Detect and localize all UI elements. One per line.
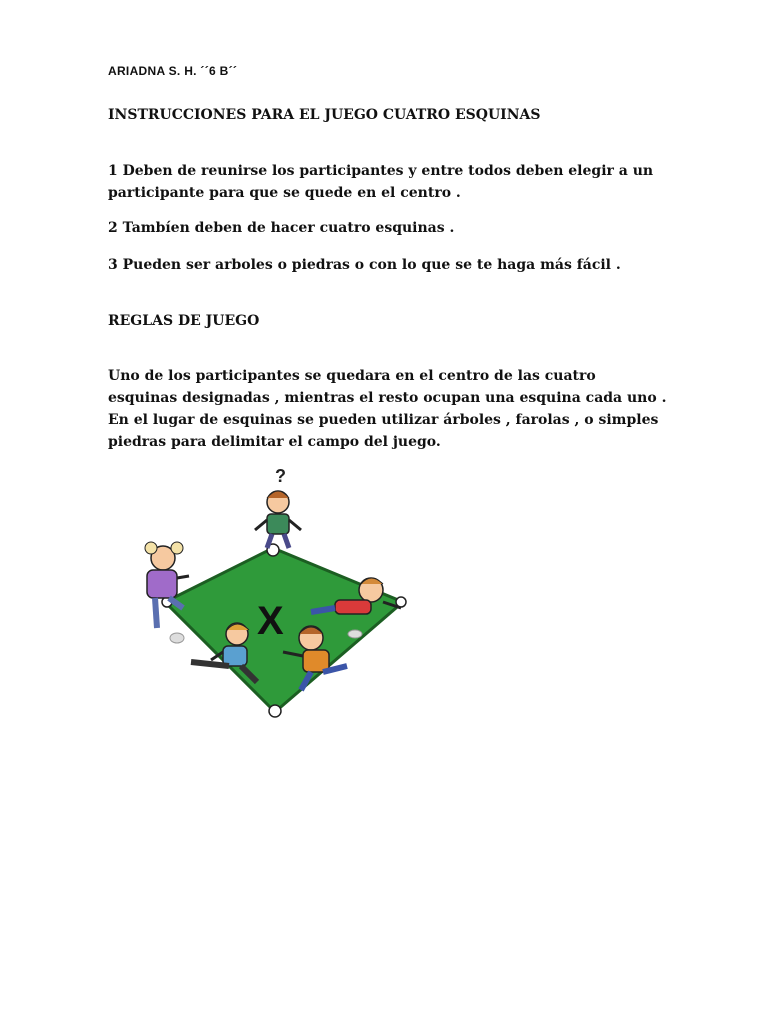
playing-field [165, 548, 403, 712]
rules-paragraph: Uno de los participantes se quedara en el centro de las cuatro esquinas designadas , mientras el resto ocupan una esquina cada uno . En el lugar de esquinas se pueden utilizar árboles , farolas , o simples piedras para delimitar el campo del juego. [108, 368, 667, 450]
instruction-1: 1 Deben de reunirse los participantes y entre todos deben elegir a un participante para que se quede en el centro . [108, 163, 654, 201]
document-title: INSTRUCCIONES PARA EL JUEGO CUATRO ESQUINAS [108, 107, 541, 123]
rules-heading: REGLAS DE JUEGO [108, 313, 260, 329]
instruction-2: 2 Tambíen deben de hacer cuatro esquinas . [108, 220, 455, 236]
author-line: ARIADNA S. H. ´´6 B´´ [108, 64, 238, 78]
four-corners-illustration [125, 462, 425, 727]
center-x-mark: X [257, 599, 284, 643]
instruction-3: 3 Pueden ser arboles o piedras o con lo que se te haga más fácil . [108, 257, 621, 273]
child-top-figure [255, 491, 301, 548]
dust-puff-left [170, 633, 184, 643]
corner-stone-bottom [269, 705, 281, 717]
dust-puff-right [348, 630, 362, 638]
question-mark: ? [275, 466, 286, 486]
